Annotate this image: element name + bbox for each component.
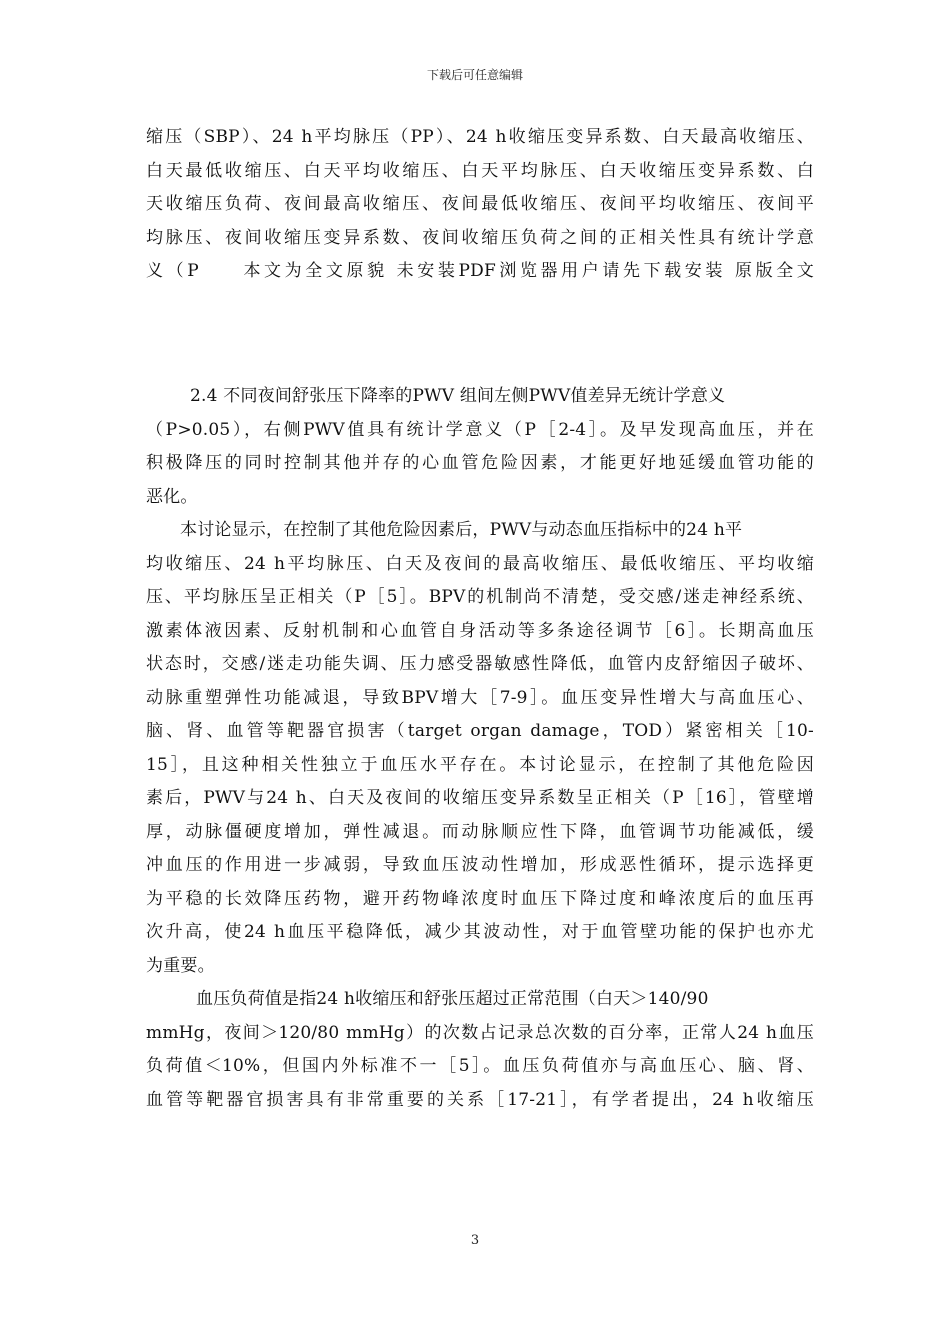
text-line: 状态时，交感/迷走功能失调、压力感受器敏感性降低，血管内皮舒缩因子破坏、 [146,654,814,674]
text-line: 冲血压的作用进一步减弱，导致血压波动性增加，形成恶性循环，提示选择更 [146,855,814,875]
text-line: 次升高，使24 h血压平稳降低，减少其波动性，对于血管壁功能的保护也亦尤 [146,922,814,942]
text-line: 均收缩压、24 h平均脉压、白天及夜间的最高收缩压、最低收缩压、平均收缩 [146,553,814,574]
text-line: 脑、肾、血管等靶器官损害（target organ damage，TOD）紧密相关［10- [146,721,814,741]
text-line: 激素体液因素、反射机制和心血管自身活动等多条途径调节［6］。长期高血压 [146,620,814,641]
text-line: （P>0.05），右侧PWV值具有统计学意义（P［2-4］。及早发现高血压，并在 [146,419,814,440]
text-line: 动脉重塑弹性功能减退，导致BPV增大［7-9］。血压变异性增大与高血压心、 [146,687,814,708]
text-line: 厚，动脉僵硬度增加，弹性减退。而动脉顺应性下降，血管调节功能减低，缓 [146,821,814,842]
section-heading-line: 2.4 不同夜间舒张压下降率的PWV 组间左侧PWV值差异无统计学意义 [190,386,726,406]
top-paragraph-block [146,121,814,289]
text-line: 积极降压的同时控制其他并存的心血管危险因素，才能更好地延缓血管功能的 [146,453,814,473]
text-line: 素后，PWV与24 h、白天及夜间的收缩压变异系数呈正相关（P［16］，管壁增 [146,788,814,808]
text-line: 为平稳的长效降压药物，避开药物峰浓度时血压下降过度和峰浓度后的血压再 [146,888,814,909]
text-line: mmHg，夜间＞120/80 mmHg）的次数占记录总次数的百分率，正常人24 h血压 [146,1022,814,1043]
text-line: 负荷值＜10%，但国内外标准不一［5］。血压负荷值亦与高血压心、脑、肾、 [146,1056,814,1076]
text-line: 义（P 本文为全文原貌 未安装PDF浏览器用户请先下载安装 原版全文 [146,261,814,281]
discussion-paragraph-block [146,380,814,1117]
paragraph-start-line: 本讨论显示，在控制了其他危险因素后，PWV与动态血压指标中的24 h平 [180,520,743,540]
text-line: 15］，且这种相关性独立于血压水平存在。本讨论显示，在控制了其他危险因 [146,754,814,775]
text-line: 恶化。 [146,486,198,507]
text-line: 均脉压、夜间收缩压变异系数、夜间收缩压负荷之间的正相关性具有统计学意 [146,227,814,248]
text-line: 血管等靶器官损害具有非常重要的关系［17-21］，有学者提出，24 h收缩压 [146,1089,814,1110]
text-line: 缩压（SBP）、24 h平均脉压（PP）、24 h收缩压变异系数、白天最高收缩压、 [146,127,814,147]
text-line: 为重要。 [146,955,215,976]
text-line: 天收缩压负荷、夜间最高收缩压、夜间最低收缩压、夜间平均收缩压、夜间平 [146,194,814,214]
paragraph-start-line: 血压负荷值是指24 h收缩压和舒张压超过正常范围（白天＞140/90 [196,989,709,1009]
page-header: 下载后可任意编辑 [426,68,523,82]
page-number: 3 [470,1233,480,1248]
text-line: 白天最低收缩压、白天平均收缩压、白天平均脉压、白天收缩压变异系数、白 [146,160,814,181]
text-line: 压、平均脉压呈正相关（P［5］。BPV的机制尚不清楚，受交感/迷走神经系统、 [146,587,814,607]
